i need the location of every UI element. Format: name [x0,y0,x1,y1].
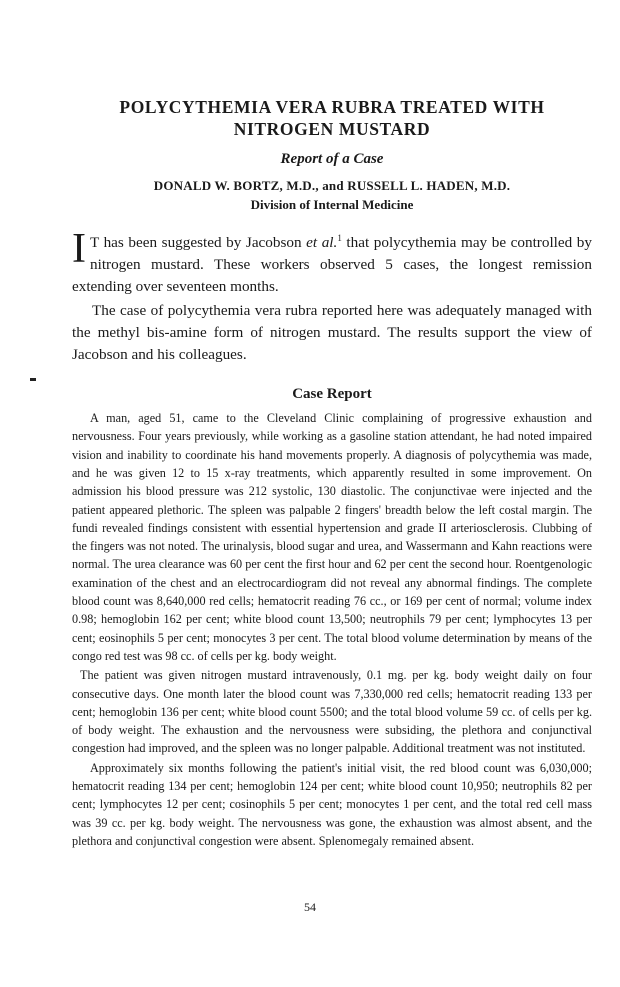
drop-cap: I [72,226,86,272]
case-paragraph-2: The patient was given nitrogen mustard intravenously, 0.1 mg. per kg. body weight daily on four consecutive days. One month later the blood count was 7,330,000 red cells; hematocrit reading 133 per cent; hemoglobin 136 per cent; white blood count 5500; and the total blood volume 59 cc. of cells per kg. of body weight. The exhaustion and the nervousness were subsiding, the plethora and conjunctival congestion had improved, and the spleen was no longer palpable. Additional treatment was not instituted. [72,668,592,756]
margin-mark [30,378,36,381]
article-title [72,96,592,140]
title-line-1: POLYCYTHEMIA VERA RUBRA TREATED WITH [119,97,545,117]
page-number: 54 [304,900,316,914]
intro-paragraph-1 [72,227,592,298]
article-page [72,96,592,850]
article-authors: DONALD W. BORTZ, M.D., and RUSSELL L. HADEN, M.D. [153,178,511,193]
intro-p1-text-b: that polycythemia may be controlled by nitrogen mustard. These workers observed 5 cases, the longest remission extending over seventeen months. [72,234,592,296]
case-paragraph-3: Approximately six months following the patient's initial visit, the red blood count was 6,030,000; hematocrit reading 134 per cent; hemoglobin 124 per cent; white blood count 10,950; neutrophils 82 per cent; lymphocytes 12 per cent; cosinophils 5 per cent; monocytes 1 per cent, and the total red cell mass was 39 cc. per kg. body weight. The nervousness was gone, the exhaustion was almost absent, and the plethora and conjunctival congestion were absent. Splenomegaly remained absent. [72,760,592,848]
title-line-2: NITROGEN MUSTARD [233,119,431,139]
intro-p1-italic: et al. [306,234,338,252]
article-subtitle: Report of a Case [280,151,384,167]
footnote-ref: 1 [337,233,342,243]
case-paragraph-1: A man, aged 51, came to the Cleveland Clinic complaining of progressive exhaustion and nervousness. Four years previously, while working as a gasoline station attendant, he had noted impaired vision and inability to coordinate his hand movements properly. A diagnosis of polycythemia was made, and he was given 12 to 15 x-ray treatments, which apparently resulted in some improvement. On admission his blood pressure was 212 systolic, 130 diastolic. The conjunctivae were injected and the patient appeared plethoric. The spleen was palpable 2 fingers' breadth below the left costal margin. The fundi revealed findings consistent with essential hypertension and grade II arteriosclerosis. Clubbing of the fingers was not noted. The urinalysis, blood sugar and urea, and Wassermann and Kahn reactions were normal. The urea clearance was 60 per cent the first hour and 62 per cent the second hour. Roentgenologic examination of the chest and an electrocardiogram did not reveal any abnormal findings. The complete blood count was 8,640,000 red cells; hematocrit reading 76 cc., or 169 per cent of normal; volume index 0.98; hemoglobin 162 per cent; white blood count 13,500; neutrophils 79 per cent; lymphocytes 13 per cent; eosinophils 5 per cent; monocytes 3 per cent. The total blood volume determination by means of the congo red test was 98 cc. of cells per kg. body weight. [72,411,592,663]
intro-p1-text-a: T has been suggested by Jacobson [90,234,307,252]
section-heading: Case Report [292,386,372,403]
case-report-body [72,409,592,850]
introduction [72,227,592,366]
author-affiliation: Division of Internal Medicine [250,197,414,212]
intro-paragraph-2: The case of polycythemia vera rubra reported here was adequately managed with the methyl bis-amine form of nitrogen mustard. The results support the view of Jacobson and his colleagues. [72,302,592,364]
